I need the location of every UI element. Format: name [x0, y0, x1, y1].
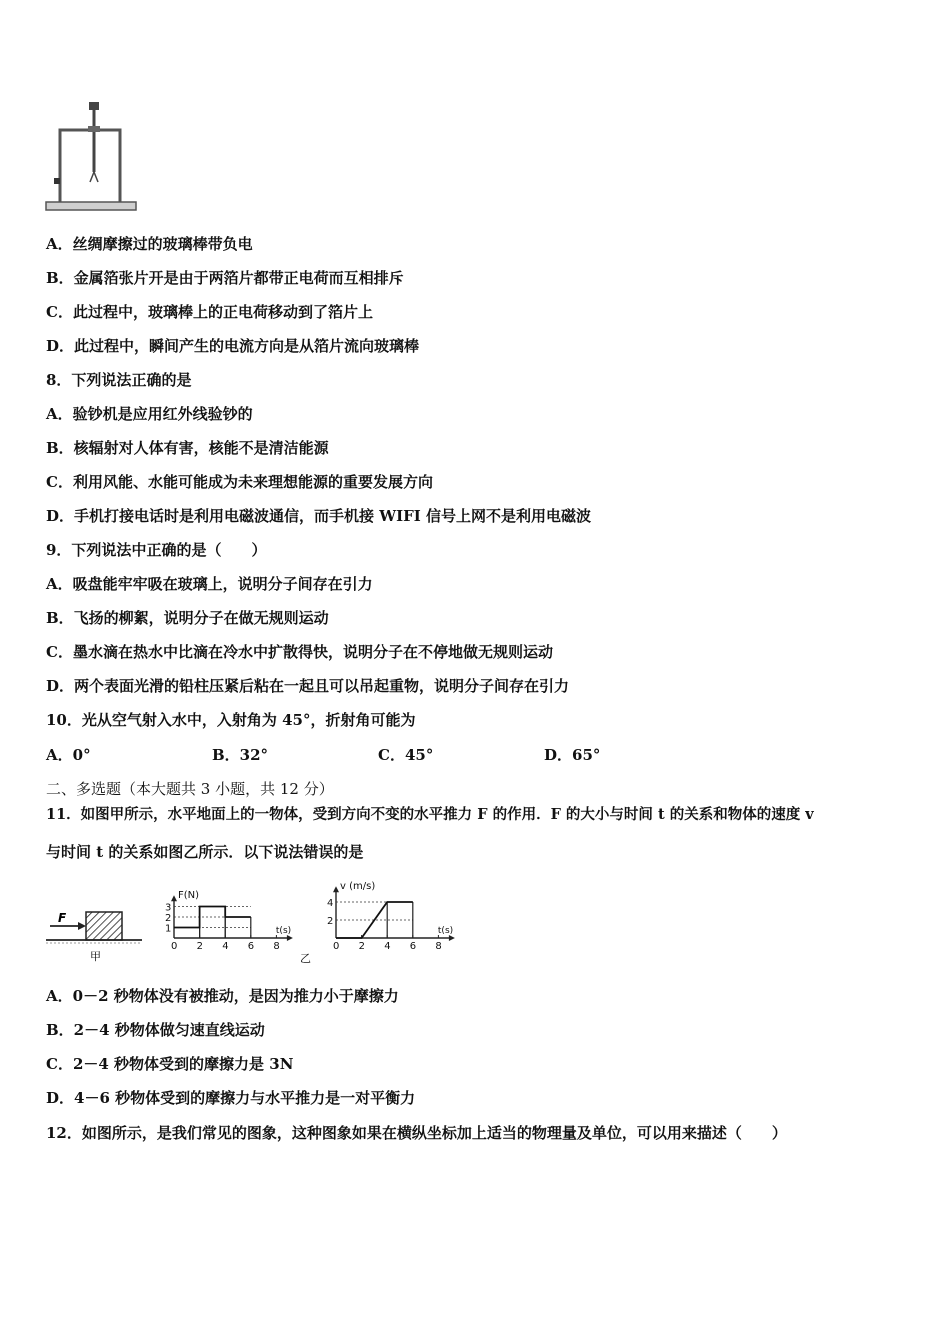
x-tick-label: 0 — [333, 941, 340, 952]
q9-stem: 9．下列说法中正确的是（ ） — [46, 541, 267, 559]
force-label: F — [58, 911, 67, 925]
x-tick-label: 2 — [358, 941, 365, 952]
series-line-1 — [174, 907, 251, 928]
x-tick-label: 6 — [409, 941, 417, 952]
q8-option-d: D．手机打接电话时是利用电磁波通信，而手机接 WIFI 信号上网不是利用电磁波 — [46, 507, 591, 525]
y-tick-label: 3 — [165, 902, 172, 914]
q9-option-b: B．飞扬的柳絮，说明分子在做无规则运动 — [46, 609, 329, 627]
q8-option-c: C．利用风能、水能可能成为未来理想能源的重要发展方向 — [46, 473, 433, 491]
x-tick-label: 8 — [273, 941, 280, 952]
q12-stem: 12．如图所示，是我们常见的图象，这种图象如果在横纵坐标加上适当的物理量及单位，可以用来描述（ ） — [46, 1124, 787, 1142]
block — [86, 912, 122, 940]
q7-option-b: B．金属箔张片开是由于两箔片都带正电荷而互相排斥 — [46, 269, 404, 287]
q11-option-b: B．2－4 秒物体做匀速直线运动 — [46, 1021, 265, 1039]
q11-figure-jia — [44, 896, 144, 968]
q11-figure-yi — [160, 870, 470, 970]
y-tick-label: 2 — [165, 913, 172, 924]
y-axis-label: v (m/s) — [340, 881, 376, 893]
q9-option-c: C．墨水滴在热水中比滴在冷水中扩散得快，说明分子在不停地做无规则运动 — [46, 643, 553, 661]
x-tick-label: 8 — [435, 941, 442, 952]
x-tick-label: 0 — [171, 941, 178, 952]
y-axis-arrow-2 — [333, 886, 339, 892]
q11-stem-line1: 11．如图甲所示，水平地面上的一物体，受到方向不变的水平推力 F 的作用．F 的大小与时间 t 的关系和物体的速度 v — [46, 806, 814, 823]
y-axis-arrow-1 — [171, 895, 177, 901]
q11-stem-line2: 与时间 t 的关系如图乙所示．以下说法错误的是 — [46, 843, 364, 861]
q10-option-c: C．45° — [378, 746, 434, 764]
y-tick-label: 1 — [165, 923, 172, 935]
q7-option-d: D．此过程中，瞬间产生的电流方向是从箔片流向玻璃棒 — [46, 337, 420, 355]
caption-jia: 甲 — [90, 950, 101, 963]
q10-option-b: B．32° — [212, 746, 269, 764]
electroscope-figure — [40, 98, 140, 216]
x-tick-label: 2 — [196, 941, 203, 952]
q10-stem: 10．光从空气射入水中，入射角为 45°，折射角可能为 — [46, 711, 416, 729]
x-axis-label: t(s) — [437, 926, 454, 936]
y-tick-label: 4 — [327, 898, 334, 909]
y-tick-label: 2 — [327, 916, 334, 927]
q9-option-d: D．两个表面光滑的铅柱压紧后粘在一起且可以吊起重物，说明分子间存在引力 — [46, 677, 570, 695]
q11-option-d: D．4－6 秒物体受到的摩擦力与水平推力是一对平衡力 — [46, 1089, 416, 1107]
x-axis-label: t(s) — [275, 926, 292, 936]
q8-option-b: B．核辐射对人体有害，核能不是清洁能源 — [46, 439, 329, 457]
x-tick-label: 4 — [222, 941, 229, 952]
q7-option-a: A．丝绸摩擦过的玻璃棒带负电 — [46, 235, 253, 253]
q10-option-a: A．0° — [46, 746, 91, 764]
q8-option-a: A．验钞机是应用红外线验钞的 — [46, 405, 253, 423]
x-tick-label: 6 — [247, 941, 255, 952]
q11-option-a: A．0－2 秒物体没有被推动，是因为推力小于摩擦力 — [46, 987, 399, 1005]
q11-option-c: C．2－4 秒物体受到的摩擦力是 3N — [46, 1055, 294, 1073]
q8-stem: 8．下列说法正确的是 — [46, 371, 192, 389]
y-axis-label: F(N) — [178, 890, 200, 902]
q7-option-c: C．此过程中，玻璃棒上的正电荷移动到了箔片上 — [46, 303, 373, 321]
caption-yi: 乙 — [300, 952, 311, 965]
x-tick-label: 4 — [384, 941, 391, 952]
section-title: 二、多选题（本大题共 3 小题，共 12 分） — [46, 780, 334, 798]
q9-option-a: A．吸盘能牢牢吸在玻璃上，说明分子间存在引力 — [46, 575, 373, 593]
q10-option-d: D．65° — [544, 746, 601, 764]
